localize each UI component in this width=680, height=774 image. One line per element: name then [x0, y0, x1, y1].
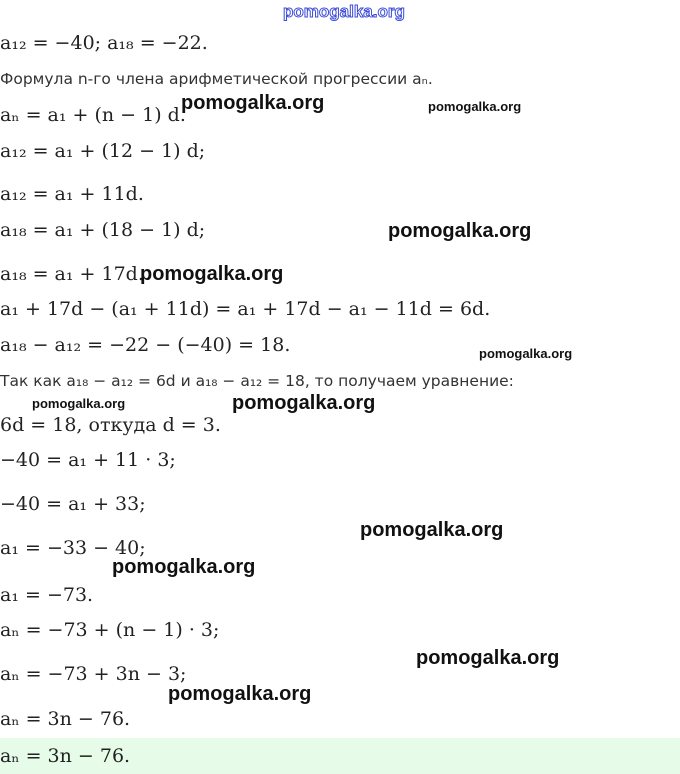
watermark: pomogalka.org [416, 647, 560, 669]
an-expanded: aₙ = −73 + 3n − 3; [0, 663, 187, 685]
a18-substitution: a₁₈ = a₁ + (18 − 1) d; [0, 219, 206, 241]
a1-equation-simplified: −40 = a₁ + 33; [0, 493, 146, 515]
general-formula: aₙ = a₁ + (n − 1) d. [0, 104, 186, 126]
watermark: pomogalka.org [32, 396, 126, 411]
equation-statement: Так как a₁₈ − a₁₂ = 6d и a₁₈ − a₁₂ = 18, то получаем уравнение: [0, 372, 514, 390]
watermark: pomogalka.org [181, 92, 325, 114]
watermark: pomogalka.org [428, 99, 522, 114]
watermark: pomogalka.org [388, 220, 532, 242]
a1-value: a₁ = −73. [0, 584, 94, 606]
difference-value: a₁₈ − a₁₂ = −22 − (−40) = 18. [0, 334, 291, 356]
watermark: pomogalka.org [140, 263, 284, 285]
a12-simplified: a₁₂ = a₁ + 11d. [0, 183, 144, 205]
given-values: a₁₂ = −40; a₁₈ = −22. [0, 32, 208, 54]
a18-simplified: a₁₈ = a₁ + 17d. [0, 263, 144, 285]
a12-substitution: a₁₂ = a₁ + (12 − 1) d; [0, 140, 206, 162]
an-substitution: aₙ = −73 + (n − 1) · 3; [0, 619, 220, 641]
d-solution: 6d = 18, откуда d = 3. [0, 414, 221, 436]
watermark: pomogalka.org [360, 519, 504, 541]
difference-expression: a₁ + 17d − (a₁ + 11d) = a₁ + 17d − a₁ − 11d = 6d. [0, 298, 491, 320]
watermark: pomogalka.org [168, 683, 312, 705]
watermark: pomogalka.org [112, 556, 256, 578]
watermark-top: pomogalka.org [283, 2, 405, 21]
an-result: aₙ = 3n − 76. [0, 708, 131, 730]
watermark: pomogalka.org [232, 392, 376, 414]
formula-intro: Формула n-го члена арифметической прогрессии aₙ. [0, 70, 433, 88]
a1-expression: a₁ = −33 − 40; [0, 537, 146, 559]
watermark: pomogalka.org [479, 346, 573, 361]
a1-equation: −40 = a₁ + 11 · 3; [0, 449, 176, 471]
final-answer: aₙ = 3n − 76. [0, 745, 131, 767]
